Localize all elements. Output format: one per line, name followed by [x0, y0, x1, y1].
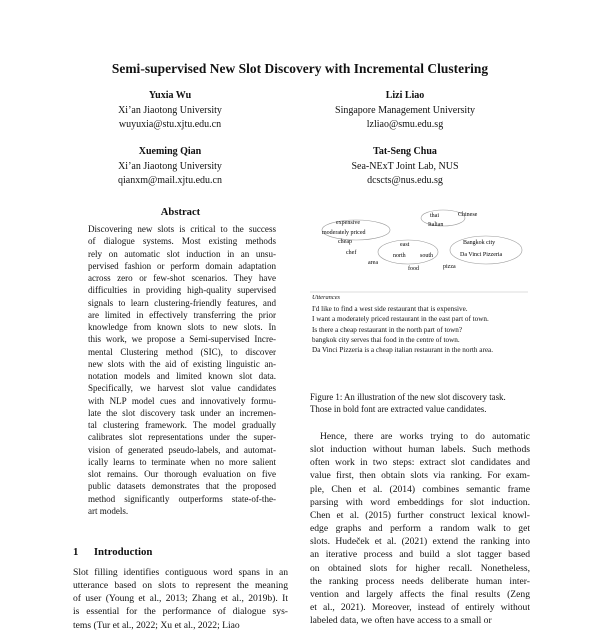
author-name: Tat-Seng Chua [373, 146, 437, 157]
cloud-word: east [400, 242, 410, 248]
abstract-line: method significantly outperforms state-of-the- [88, 493, 276, 504]
intro-line: the ranking process needs deliberate human inter- [310, 575, 530, 587]
abstract-line: calibrates slot representations under the super- [88, 432, 276, 443]
abstract-text [88, 223, 276, 517]
author-email: wuyuxia@stu.xjtu.edu.cn [118, 119, 222, 131]
intro-line: Chen et al. (2015) further construct lexical knowl- [310, 509, 530, 521]
abstract-line: pervised fashion or perform domain adaptation [88, 260, 276, 271]
cloud-word: cheap [338, 239, 352, 245]
author-name: Lizi Liao [385, 90, 425, 101]
author-name: Xueming Qian [138, 146, 202, 157]
intro-line: is essential for the performance of dialogue sys- [73, 606, 288, 618]
abstract-line: with NLP model cues and innovatively formu- [88, 395, 276, 406]
section-number: 1 [73, 546, 79, 558]
author-email: qianxm@mail.xjtu.edu.cn [118, 175, 222, 187]
cloud-word: Italian [428, 222, 444, 228]
caption-line: Figure 1: An illustration of the new slot discovery task. [310, 392, 506, 402]
intro-line: labeled data, we often have access to a small or [310, 615, 492, 627]
intro-line: Hence, there are works trying to do automatic [320, 431, 530, 442]
abstract-line: ically learns to terminate when no more salient [88, 456, 276, 467]
intro-line: tems (Tur et al., 2022; Xu et al., 2022; Liao [73, 619, 240, 631]
abstract-line: tal clustering framework. The model gradually [88, 420, 276, 430]
cloud-word: food [408, 266, 419, 272]
section-heading [73, 546, 152, 558]
intro-line: edge graphs and perform a random walk to get [310, 523, 530, 535]
abstract-line: rely on automatic slot induction in an unsu- [88, 248, 276, 259]
figure-examples [312, 304, 528, 355]
figure-utterances-label: Utterances [312, 294, 341, 301]
abstract-line: late the slot discovery task under an incremen- [88, 407, 276, 418]
intro-line: on obtained slots for higher recall. Nonetheless, [310, 562, 530, 574]
intro-line: often work in two steps: extract slot candidates and [310, 457, 530, 469]
abstract-line: notation models and limited known slot data. [88, 371, 276, 381]
abstract-line: of dialogue systems. Most existing methods [88, 236, 276, 247]
intro-right-text [310, 430, 530, 627]
intro-line: ple, Chen et al. (2014) combines semantic frame [310, 483, 530, 495]
author-block-1 [90, 89, 250, 133]
cloud-word: south [420, 253, 434, 259]
intro-line: utterance based on slots to represent the meaning [73, 580, 288, 592]
caption-line: Those in bold font are extracted value candidates. [310, 404, 487, 414]
intro-line: vention and largely affects the final results (Zeng [310, 588, 530, 600]
cloud-word: expensive [336, 220, 360, 226]
abstract-line: art models. [88, 505, 129, 516]
figure-caption [310, 391, 532, 415]
intro-line: of user (Young et al., 2013; Zhang et al., 2019b). It [73, 593, 288, 605]
cloud-word: pizza [443, 264, 456, 270]
abstract-line: this work, we propose a Semi-supervised Incre- [88, 334, 276, 345]
example-utterance: I want a moderately priced restaurant in the east part of town. [312, 315, 489, 324]
intro-line: slots. Hudeček et al. (2021) extend the ranking into [310, 536, 530, 548]
abstract-line: public datasets demonstrates that the proposed [88, 481, 276, 492]
abstract-line: difficulties in providing high-quality supervised [88, 285, 276, 296]
intro-line: value first, then obtain slots via ranking. For exam- [310, 470, 530, 482]
intro-line: et al., 2021). Moreover, instead of entirely without [310, 602, 530, 614]
abstract-line: knowledge from known slots to new slots. In [88, 322, 276, 332]
intro-line: slot induction without human labels. Such methods [310, 444, 530, 456]
example-utterance: Is there a cheap restaurant in the north part of town? [312, 325, 463, 334]
section-title: Introduction [93, 546, 153, 558]
intro-left-text [73, 566, 288, 632]
example-utterance: bangkok city serves thai food in the centre of town. [312, 335, 460, 344]
paper-title: Semi-supervised New Slot Discovery with Incremental Clustering [111, 61, 489, 76]
cloud-word: area [368, 260, 378, 266]
intro-line: an iterative process and build a slot tagger based [310, 549, 530, 561]
cloud-word: chef [346, 250, 357, 256]
abstract-line: new slots with the aid of existing linguistic an- [88, 358, 276, 369]
author-block-3 [90, 145, 250, 189]
abstract-line: Specifically, we harvest slot value candidates [88, 383, 276, 394]
author-affiliation: Xi’an Jiaotong University [118, 160, 222, 172]
author-affiliation: Sea-NExT Joint Lab, NUS [351, 160, 459, 172]
figure-1 [308, 202, 530, 390]
author-block-4 [305, 145, 505, 189]
figure-illustration [308, 202, 530, 390]
abstract-line: Discovering new slots is critical to the success [88, 224, 276, 234]
author-email: lzliao@smu.edu.sg [366, 119, 444, 131]
author-email: dcscts@nus.edu.sg [367, 175, 443, 187]
author-affiliation: Singapore Management University [335, 104, 475, 116]
cloud-word: moderately priced [322, 230, 366, 236]
example-utterance: Da Vinci Pizzeria is a cheap italian restaurant in the north area. [312, 346, 494, 355]
abstract-line: mental Clustering method (SIC), to discover [88, 346, 276, 357]
intro-line: parsing with word embeddings for slot induction. [310, 496, 530, 508]
abstract-line: slot remains. Our thorough evaluation on five [88, 469, 276, 479]
author-block-2 [305, 89, 505, 133]
abstract-line: vision of generated pseudo-labels, and automat- [88, 444, 276, 455]
cloud-word: Da Vinci Pizzeria [460, 252, 503, 258]
abstract-line: across zero or few-shot scenarios. They have [88, 273, 276, 283]
author-affiliation: Xi’an Jiaotong University [118, 104, 222, 116]
author-name: Yuxia Wu [148, 90, 192, 101]
example-utterance: I'd like to find a west side restaurant that is expensive. [312, 305, 468, 313]
cloud-word: Bangkok city [463, 240, 496, 246]
abstract-line: signals to learn clustering-friendly features, and [88, 297, 276, 308]
cloud-word: Chinese [458, 212, 478, 218]
intro-line: Slot filling identifies contiguous word spans in an [73, 567, 288, 578]
abstract-heading: Abstract [160, 207, 201, 218]
abstract-line: are limited in effectively transferring the prior [88, 309, 276, 320]
cloud-word: north [393, 253, 406, 259]
cloud-word: thai [430, 213, 439, 219]
